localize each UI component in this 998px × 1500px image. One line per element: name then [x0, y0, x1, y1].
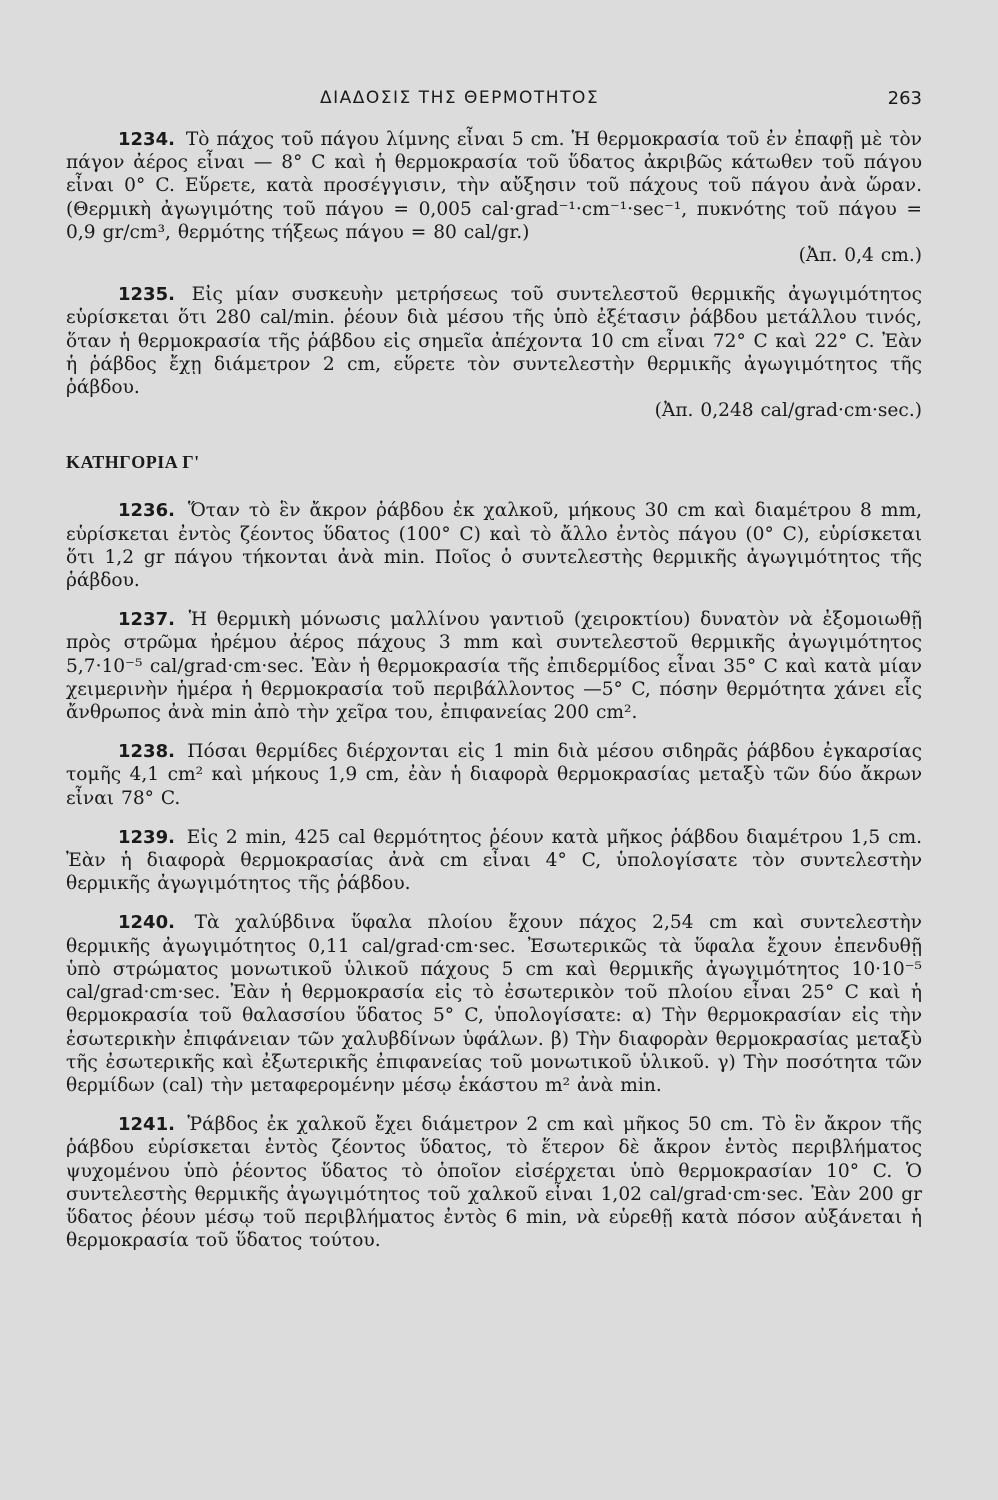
problem-text: Πόσαι θερμίδες διέρχονται εἰς 1 min διὰ μέσου σιδηρᾶς ῥάβδου ἐγκαρσίας τομῆς 4,1 cm² καὶ μήκους 1,9 cm, ἐὰν ἡ διαφορὰ θερμοκρασίας μεταξὺ τῶν δύο ἄκρων εἶναι 78° C. [66, 741, 922, 809]
problem-number: 1234. [118, 129, 175, 150]
problem-answer: (Ἀπ. 0,248 cal/grad·cm·sec.) [654, 400, 922, 422]
problem-number: 1239. [118, 826, 175, 848]
problem-number: 1240. [118, 912, 175, 934]
problem-number: 1241. [118, 1114, 175, 1136]
problem-answer: (Ἀπ. 0,4 cm.) [798, 245, 922, 267]
problem-1236 [66, 499, 922, 592]
problem-1239 [66, 826, 922, 896]
problem-number: 1238. [118, 741, 175, 763]
problem-1235 [66, 283, 922, 422]
problem-text: Ὅταν τὸ ἓν ἄκρον ῥάβδου ἐκ χαλκοῦ, μήκους 30 cm καὶ διαμέτρου 8 mm, εὑρίσκεται ἐντὸς ζέοντος ὕδατος (100° C) καὶ τὸ ἄλλο ἐντὸς πάγου (0° C), εὑρίσκεται ὅτι 1,2 gr πάγου τήκονται ἀνὰ min. Ποῖος ὁ συντελεστὴς θερμικῆς ἀγωγιμότητος τῆς ῥάβδου. [66, 500, 922, 592]
page-content [66, 128, 922, 1268]
problem-text: Εἰς 2 min, 425 cal θερμότητος ῥέουν κατὰ μῆκος ῥάβδου διαμέτρου 1,5 cm. Ἐὰν ἡ διαφορὰ θερμοκρασίας ἀνὰ cm εἶναι 4° C, ὑπολογίσατε τὸν συντελεστὴν θερμικῆς ἀγωγιμότητος τῆς ῥάβδου. [66, 826, 922, 895]
section-heading: ΚΑΤΗΓΟΡΙΑ Γ' [66, 452, 200, 473]
problem-number: 1236. [118, 500, 175, 522]
problem-1238 [66, 740, 922, 810]
problem-number: 1237. [118, 609, 175, 631]
problem-text: Ἡ θερμικὴ μόνωσις μαλλίνου γαντιοῦ (χειροκτίου) δυνατὸν νὰ ἐξομοιωθῇ πρὸς στρῶμα ἠρέμου ἀέρος πάχους 3 mm καὶ συντελεστοῦ θερμικῆς ἀγωγιμότητος 5,7·10⁻⁵ cal/grad·cm·sec. Ἐὰν ἡ θερμοκρασία τῆς ἐπιδερμίδος εἶναι 35° C καὶ κατὰ μίαν χειμερινὴν ἡμέρα ἡ θερμοκρασία τοῦ περιβάλλοντος —5° C, πόσην θερμότητα χάνει εἷς ἄνθρωπος ἀνὰ min ἀπὸ τὴν χεῖρα του, ἐπιφανείας 200 cm². [66, 609, 922, 724]
problem-text: Τὸ πάχος τοῦ πάγου λίμνης εἶναι 5 cm. Ἡ θερμοκρασία τοῦ ἐν ἐπαφῇ μὲ τὸν πάγον ἀέρος εἶναι — 8° C καὶ ἡ θερμοκρασία τοῦ ὕδατος ἀκριβῶς κάτωθεν τοῦ πάγου εἶναι 0° C. Εὕρετε, κατὰ προσέγγισιν, τὴν αὔξησιν τοῦ πάχους τοῦ πάγου ἀνὰ ὥραν. (Θερμικὴ ἀγωγιμότης τοῦ πάγου = 0,005 cal·grad⁻¹·cm⁻¹·sec⁻¹, πυκνότης τοῦ πάγου = 0,9 gr/cm³, θερμότης τήξεως πάγου = 80 cal/gr.) [66, 129, 922, 243]
problem-number: 1235. [118, 284, 175, 306]
problem-text: Εἰς μίαν συσκευὴν μετρήσεως τοῦ συντελεστοῦ θερμικῆς ἀγωγιμότητος εὑρίσκεται ὅτι 280 cal/min. ῥέουν διὰ μέσου τῆς ὑπὸ ἐξέτασιν ῥάβδου μετάλλου τινός, ὅταν ἡ θερμοκρασία τῆς ῥάβδου εἰς σημεῖα ἀπέχοντα 10 cm εἶναι 72° C καὶ 22° C. Ἐὰν ἡ ῥάβδος ἔχῃ διάμετρον 2 cm, εὕρετε τὸν συντελεστὴν θερμικῆς ἀγωγιμότητος τῆς ῥάβδου. [66, 284, 922, 399]
problem-1241 [66, 1113, 922, 1252]
page-number: 263 [887, 88, 922, 109]
problem-1237 [66, 608, 922, 724]
running-head: ΔΙΑΔΟΣΙΣ ΤΗΣ ΘΕΡΜΟΤΗΤΟΣ [320, 88, 600, 108]
problem-text: Ῥάβδος ἐκ χαλκοῦ ἔχει διάμετρον 2 cm καὶ μῆκος 50 cm. Τὸ ἓν ἄκρον τῆς ῥάβδου εὑρίσκεται ἐντὸς ζέοντος ὕδατος, τὸ ἕτερον δὲ ἄκρον ἐντὸς περιβλήματος ψυχομένου ὑπὸ ῥέοντος ὕδατος τὸ ὁποῖον εἰσέρχεται ὑπὸ θερμοκρασίαν 10° C. Ὁ συντελεστὴς θερμικῆς ἀγωγιμότητος τοῦ χαλκοῦ εἶναι 1,02 cal/grad·cm·sec. Ἐὰν 200 gr ὕδατος ῥέουν μέσῳ τοῦ περιβλήματος ἐντὸς 6 min, νὰ εὑρεθῇ κατὰ πόσον αὐξάνεται ἡ θερμοκρασία τοῦ ὕδατος τούτου. [66, 1114, 922, 1252]
problem-1234 [66, 128, 922, 267]
problem-text: Τὰ χαλύβδινα ὕφαλα πλοίου ἔχουν πάχος 2,54 cm καὶ συντελεστὴν θερμικῆς ἀγωγιμότητος 0,11 cal/grad·cm·sec. Ἐσωτερικῶς τὰ ὕφαλα ἔχουν ἐπενδυθῇ ὑπὸ στρώματος μονωτικοῦ ὑλικοῦ πάχους 5 cm καὶ θερμικῆς ἀγωγιμότητος 10·10⁻⁵ cal/grad·cm·sec. Ἐὰν ἡ θερμοκρασία εἰς τὸ ἐσωτερικὸν τοῦ πλοίου εἶναι 25° C καὶ ἡ θερμοκρασία τοῦ θαλασσίου ὕδατος 5° C, ὑπολογίσατε: α) Τὴν θερμοκρασίαν εἰς τὴν ἐσωτερικὴν ἐπιφάνειαν τῶν χαλυβδίνων ὑφάλων. β) Τὴν διαφορὰν θερμοκρασίας μεταξὺ τῆς ἐσωτερικῆς καὶ ἐξωτερικῆς ἐπιφανείας τοῦ μονωτικοῦ ὑλικοῦ. γ) Τὴν ποσότητα τῶν θερμίδων (cal) τὴν μεταφερομένην μέσῳ ἑκάστου m² ἀνὰ min. [66, 912, 922, 1096]
problem-1240 [66, 911, 922, 1097]
